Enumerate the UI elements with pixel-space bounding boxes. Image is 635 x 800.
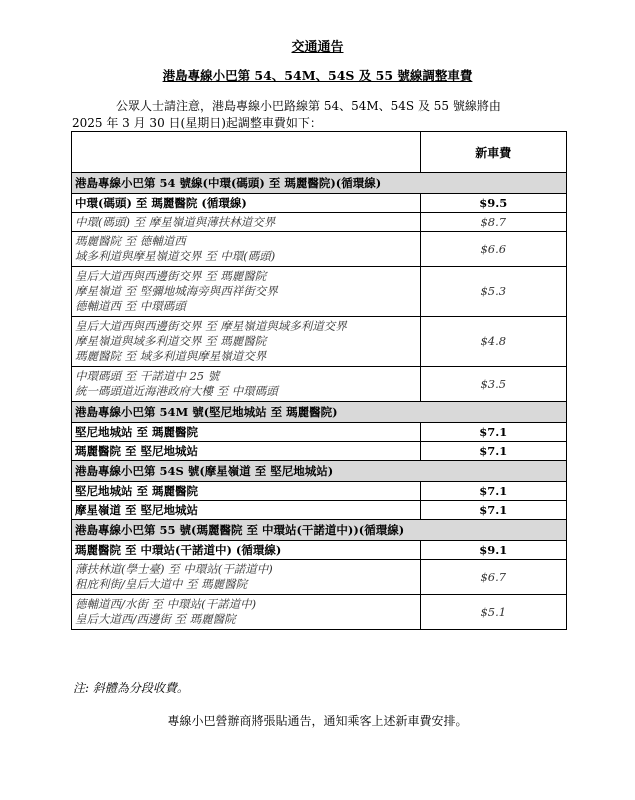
fare-value: $7.1 (420, 482, 566, 501)
section-fare-row (72, 595, 567, 630)
fare-value: $6.7 (420, 560, 566, 595)
route-section-title: 港島專線小巴第 54 號線(中環(碼頭) 至 瑪麗醫院)(循環線) (72, 173, 567, 194)
route-cell (72, 194, 421, 213)
route-text: 統一碼頭道近海港政府大樓 至 中環碼頭 (75, 384, 278, 398)
route-text: 摩星嶺道與域多利道交界 至 瑪麗醫院 (75, 334, 267, 348)
fare-value: $5.1 (420, 595, 566, 630)
route-text: 中環碼頭 至 干諾道中 25 號 (75, 369, 220, 383)
fare-value: $5.3 (420, 267, 566, 317)
fare-row (72, 194, 567, 213)
intro-paragraph (72, 98, 572, 132)
fare-value: $7.1 (420, 442, 566, 461)
fare-value: $6.6 (420, 232, 566, 267)
fare-value: $7.1 (420, 423, 566, 442)
fare-row (72, 423, 567, 442)
route-text: 皇后大道西/西邊街 至 瑪麗醫院 (75, 612, 236, 626)
fare-row (72, 482, 567, 501)
route-cell (72, 317, 421, 367)
route-text: 中環(碼頭) 至 瑪麗醫院 (循環線) (75, 196, 247, 210)
route-text: 堅尼地城站 至 瑪麗醫院 (75, 484, 199, 498)
fare-value: $7.1 (420, 501, 566, 520)
route-text: 瑪麗醫院 至 域多利道與摩星嶺道交界 (75, 349, 267, 363)
route-text: 皇后大道西與西邊街交界 至 瑪麗醫院 (75, 269, 267, 283)
fare-row (72, 501, 567, 520)
route-section-header (72, 461, 567, 482)
fare-value: $8.7 (420, 213, 566, 232)
section-fare-row (72, 213, 567, 232)
route-cell (72, 213, 421, 232)
section-fare-row (72, 232, 567, 267)
route-section-title: 港島專線小巴第 54M 號(堅尼地城站 至 瑪麗醫院) (72, 402, 567, 423)
footer-text: 專線小巴營辦商將張貼通告，通知乘客上述新車費安排。 (167, 714, 468, 728)
route-section-header (72, 520, 567, 541)
route-cell (72, 541, 421, 560)
route-section-title: 港島專線小巴第 54S 號(摩星嶺道 至 堅尼地城站) (72, 461, 567, 482)
italic-note: 注: 斜體為分段收費。 (73, 681, 189, 695)
route-cell (72, 560, 421, 595)
fare-value: $4.8 (420, 317, 566, 367)
route-cell (72, 501, 421, 520)
route-text: 皇后大道西與西邊街交界 至 摩星嶺道與域多利道交界 (75, 319, 347, 333)
route-text: 堅尼地城站 至 瑪麗醫院 (75, 425, 199, 439)
route-cell (72, 367, 421, 402)
route-text: 摩星嶺道 至 堅彌地城海旁與西祥街交界 (75, 284, 278, 298)
route-text: 瑪麗醫院 至 德輔道西 (75, 234, 186, 248)
section-fare-row (72, 367, 567, 402)
notice-title: 交通通告 (291, 40, 344, 55)
route-text: 域多利道與摩星嶺道交界 至 中環(碼頭) (75, 249, 276, 263)
fare-row (72, 541, 567, 560)
route-text: 瑪麗醫院 至 中環站(干諾道中) (循環線) (75, 543, 282, 557)
section-fare-row (72, 267, 567, 317)
header-new-fare: 新車費 (420, 132, 566, 173)
notice-subtitle: 港島專線小巴第 54、54M、54S 及 55 號線調整車費 (162, 68, 473, 83)
route-section-title: 港島專線小巴第 55 號(瑪麗醫院 至 中環站(干諾道中))(循環線) (72, 520, 567, 541)
fare-table (71, 131, 567, 630)
route-text: 中環(碼頭) 至 摩星嶺道與薄扶林道交界 (75, 214, 276, 229)
intro-line-2: 2025 年 3 月 30 日(星期日)起調整車費如下： (72, 116, 322, 130)
intro-line-1: 公眾人士請注意，港島專線小巴路線第 54、54M、54S 及 55 號線將由 (116, 99, 501, 113)
route-cell (72, 423, 421, 442)
route-text: 租庇利街/皇后大道中 至 瑪麗醫院 (75, 577, 248, 591)
route-text: 瑪麗醫院 至 堅尼地城站 (75, 444, 199, 458)
fare-value: $3.5 (420, 367, 566, 402)
route-cell (72, 442, 421, 461)
fare-value: $9.1 (420, 541, 566, 560)
header-route (72, 132, 421, 173)
route-cell (72, 482, 421, 501)
fare-value: $9.5 (420, 194, 566, 213)
fare-table-body (72, 173, 567, 630)
route-cell (72, 232, 421, 267)
section-fare-row (72, 560, 567, 595)
route-cell (72, 595, 421, 630)
route-section-header (72, 402, 567, 423)
fare-table-header (72, 132, 567, 173)
route-cell (72, 267, 421, 317)
section-fare-row (72, 317, 567, 367)
route-section-header (72, 173, 567, 194)
fare-row (72, 442, 567, 461)
route-text: 摩星嶺道 至 堅尼地城站 (75, 503, 199, 517)
route-text: 薄扶林道(學士臺) 至 中環站(干諾道中) (75, 562, 273, 576)
route-text: 德輔道西 至 中環碼頭 (75, 299, 186, 313)
route-text: 德輔道西/水街 至 中環站(干諾道中) (75, 597, 257, 611)
